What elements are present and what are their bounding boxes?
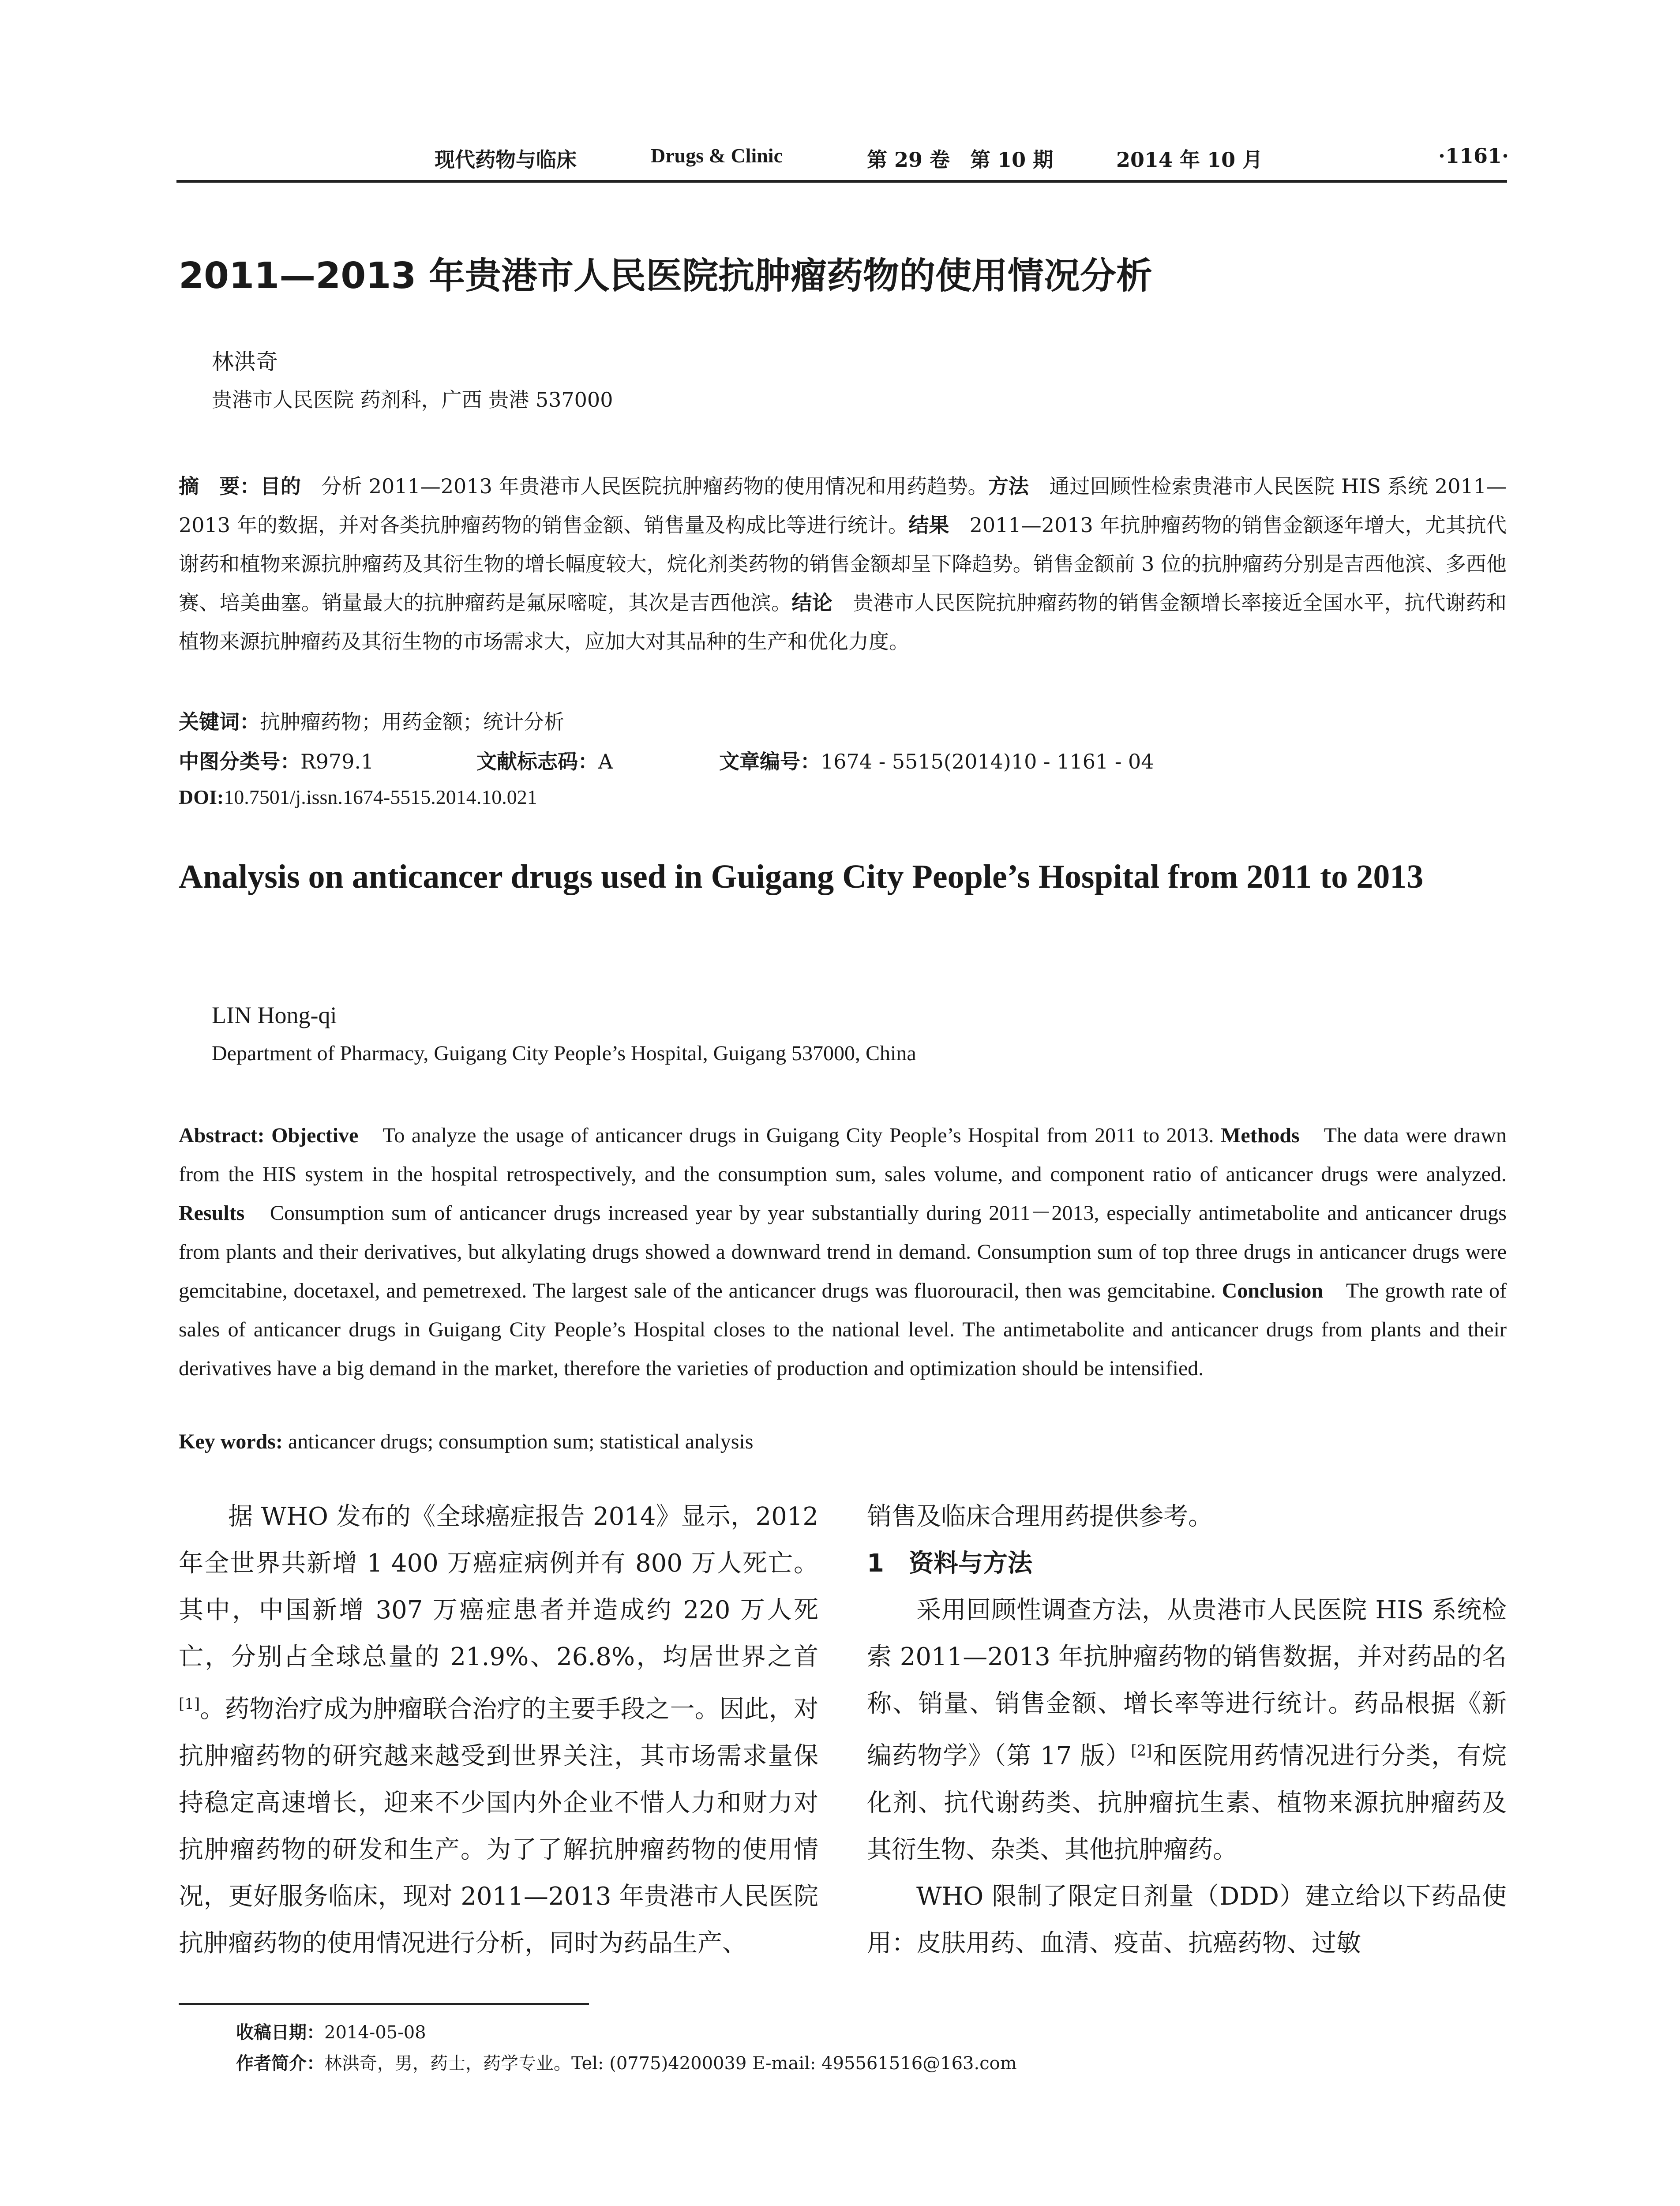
abstract-label-zh: 摘 要： <box>179 474 260 498</box>
keywords-label-en: Key words: <box>179 1430 283 1453</box>
body-text: 。药物治疗成为肿瘤联合治疗的主要手段之一。因此，对抗肿瘤药物的研究越来越受到世界关注，其市场需求量保持稳定高速增长，迎来不少国内外企业不惜人力和财力对抗肿瘤药物的研发和生产。为了了解抗肿瘤药物的使用情况，更好服务临床，现对 2011—2013 年贵港市人民医院抗肿瘤药物的使用情况进行分析，同时为药品生产、 <box>179 1695 818 1958</box>
conclusion-text-en: The growth rate of sales of anticancer drugs in Guigang City People’s Hospital closes to the national level. The antimetabolite and anticancer drugs from plants and their derivatives have a big demand in the market, therefore the varieties of production and optimization should be intensified. <box>179 1279 1507 1380</box>
section-heading: 1 资料与方法 <box>867 1549 1032 1578</box>
keywords-text-zh: 抗肿瘤药物；用药金额；统计分析 <box>260 710 564 734</box>
body-paragraph <box>179 1493 818 1967</box>
clc-label: 中图分类号： <box>179 750 300 773</box>
body-text: 采用回顾性调查方法，从贵港市人民医院 HIS 系统检索 2011—2013 年抗肿瘤药物的销售数据，并对药品的名称、销量、销售金额、增长率等进行统计。药品根据《新编药物学》（第 17 版） <box>867 1596 1507 1771</box>
doi <box>179 785 537 809</box>
body-text: 和医院用药情况进行分类，有烷化剂、抗代谢药类、抗肿瘤抗生素、植物来源抗肿瘤药及其衍生物、杂类、其他抗肿瘤药。 <box>867 1741 1507 1864</box>
page-number: ·1161· <box>1438 144 1509 168</box>
author-en: LIN Hong-qi <box>212 1002 337 1028</box>
journal-name-en: Drugs & Clinic <box>651 144 783 167</box>
methods-label-en: Methods <box>1221 1124 1300 1147</box>
methods-text-zh: 通过回顾性检索贵港市人民医院 HIS 系统 2011—2013 年的数据，并对各类抗肿瘤药物的销售金额、销售量及构成比等进行统计。 <box>179 474 1507 537</box>
body-column-left <box>179 1493 818 1967</box>
results-label-en: Results <box>179 1201 245 1225</box>
objective-label-en: Objective <box>271 1124 359 1147</box>
objective-text-zh: 分析 2011—2013 年贵港市人民医院抗肿瘤药物的使用情况和用药趋势。 <box>301 474 988 498</box>
doi-label: DOI: <box>179 786 224 808</box>
abstract-en <box>179 1116 1507 1388</box>
abstract-zh <box>179 467 1507 661</box>
body-text: 据 WHO 发布的《全球癌症报告 2014》显示，2012 年全世界共新增 1 400 万癌症病例并有 800 万人死亡。其中，中国新增 307 万癌症患者并造成约 220 万人死亡，分别占全球总量的 21.9%、26.8%，均居世界之首 <box>179 1502 818 1671</box>
abstract-label-en: Abstract: <box>179 1124 265 1147</box>
conclusion-label-en: Conclusion <box>1222 1279 1324 1302</box>
document-code-value: A <box>598 750 613 773</box>
body-paragraph <box>867 1587 1507 1873</box>
body-paragraph-continued: 销售及临床合理用药提供参考。 <box>867 1502 1213 1531</box>
doi-value[interactable]: 10.7501/j.issn.1674-5515.2014.10.021 <box>224 786 537 808</box>
article-number-label: 文章编号： <box>719 750 821 773</box>
footnote-author-bio <box>236 2049 1017 2075</box>
affiliation-zh: 贵港市人民医院 药剂科，广西 贵港 537000 <box>212 388 613 412</box>
document-code-label: 文献标志码： <box>476 750 598 773</box>
body-column-right <box>867 1493 1507 1967</box>
conclusion-text-zh: 贵港市人民医院抗肿瘤药物的销售金额增长率接近全国水平，抗代谢药和植物来源抗肿瘤药及其衍生物的市场需求大，应加大对其品种的生产和优化力度。 <box>179 591 1507 653</box>
article-number-value: 1674 - 5515(2014)10 - 1161 - 04 <box>821 750 1154 773</box>
article-title-en: Analysis on anticancer drugs used in Guigang City People’s Hospital from 2011 to 2013 <box>179 858 1424 895</box>
citation-ref[interactable]: [2] <box>1131 1742 1152 1760</box>
running-header <box>176 140 1507 183</box>
body-paragraph: WHO 限制了限定日剂量（DDD）建立给以下药品使用：皮肤用药、血清、疫苗、抗癌药物、过敏 <box>867 1882 1507 1958</box>
received-label: 收稿日期： <box>236 2022 324 2043</box>
document-code <box>476 746 613 775</box>
volume-issue: 第 29 卷 第 10 期 <box>867 148 1054 172</box>
keywords-label-zh: 关键词： <box>179 710 260 734</box>
citation-ref[interactable]: [1] <box>179 1695 200 1713</box>
methods-label-zh: 方法 <box>988 474 1029 498</box>
received-date: 2014-05-08 <box>324 2022 426 2043</box>
bio-text: 林洪奇，男，药士，药学专业。Tel: (0775)4200039 E-mail: 495561516@163.com <box>324 2053 1017 2074</box>
results-text-en: Consumption sum of anticancer drugs increased year by year substantially during 2011－2013, especially antimetabolite and anticancer drugs from plants and their derivatives, but alkylating drugs showed a downward trend in demand. Consumption sum of top three drugs in anticancer drugs were gemcitabine, docetaxel, and pemetrexed. The largest sale of the anticancer drugs was fluorouracil, then was gemcitabine. <box>179 1201 1507 1302</box>
keywords-text-en: anticancer drugs; consumption sum; statistical analysis <box>282 1430 754 1453</box>
keywords-en <box>179 1429 753 1454</box>
clc-number <box>179 746 374 775</box>
objective-label-zh: 目的 <box>260 474 301 498</box>
conclusion-label-zh: 结论 <box>791 591 832 615</box>
clc-value: R979.1 <box>300 750 374 773</box>
keywords-zh <box>179 706 564 735</box>
journal-name-zh: 现代药物与临床 <box>435 148 577 172</box>
bio-label: 作者简介： <box>236 2053 324 2074</box>
footnote-received <box>236 2018 426 2044</box>
footnote-divider <box>179 2003 589 2005</box>
methods-text-en: The data were drawn from the HIS system in the hospital retrospectively, and the consumption sum, sales volume, and component ratio of anticancer drugs were analyzed. <box>179 1124 1507 1186</box>
article-number <box>719 746 1154 775</box>
objective-text-en: To analyze the usage of anticancer drugs in Guigang City People’s Hospital from 2011 to 2013. <box>358 1124 1221 1147</box>
article-title-zh: 2011—2013 年贵港市人民医院抗肿瘤药物的使用情况分析 <box>179 255 1152 297</box>
affiliation-en: Department of Pharmacy, Guigang City People’s Hospital, Guigang 537000, China <box>212 1042 916 1065</box>
results-label-zh: 结果 <box>908 513 949 537</box>
author-zh: 林洪奇 <box>212 349 278 375</box>
results-text-zh: 2011—2013 年抗肿瘤药物的销售金额逐年增大，尤其抗代谢药和植物来源抗肿瘤药及其衍生物的增长幅度较大，烷化剂类药物的销售金额却呈下降趋势。销售金额前 3 位的抗肿瘤药分别是吉西他滨、多西他赛、培美曲塞。销量最大的抗肿瘤药是氟尿嘧啶，其次是吉西他滨。 <box>179 513 1507 615</box>
issue-date: 2014 年 10 月 <box>1116 148 1263 172</box>
